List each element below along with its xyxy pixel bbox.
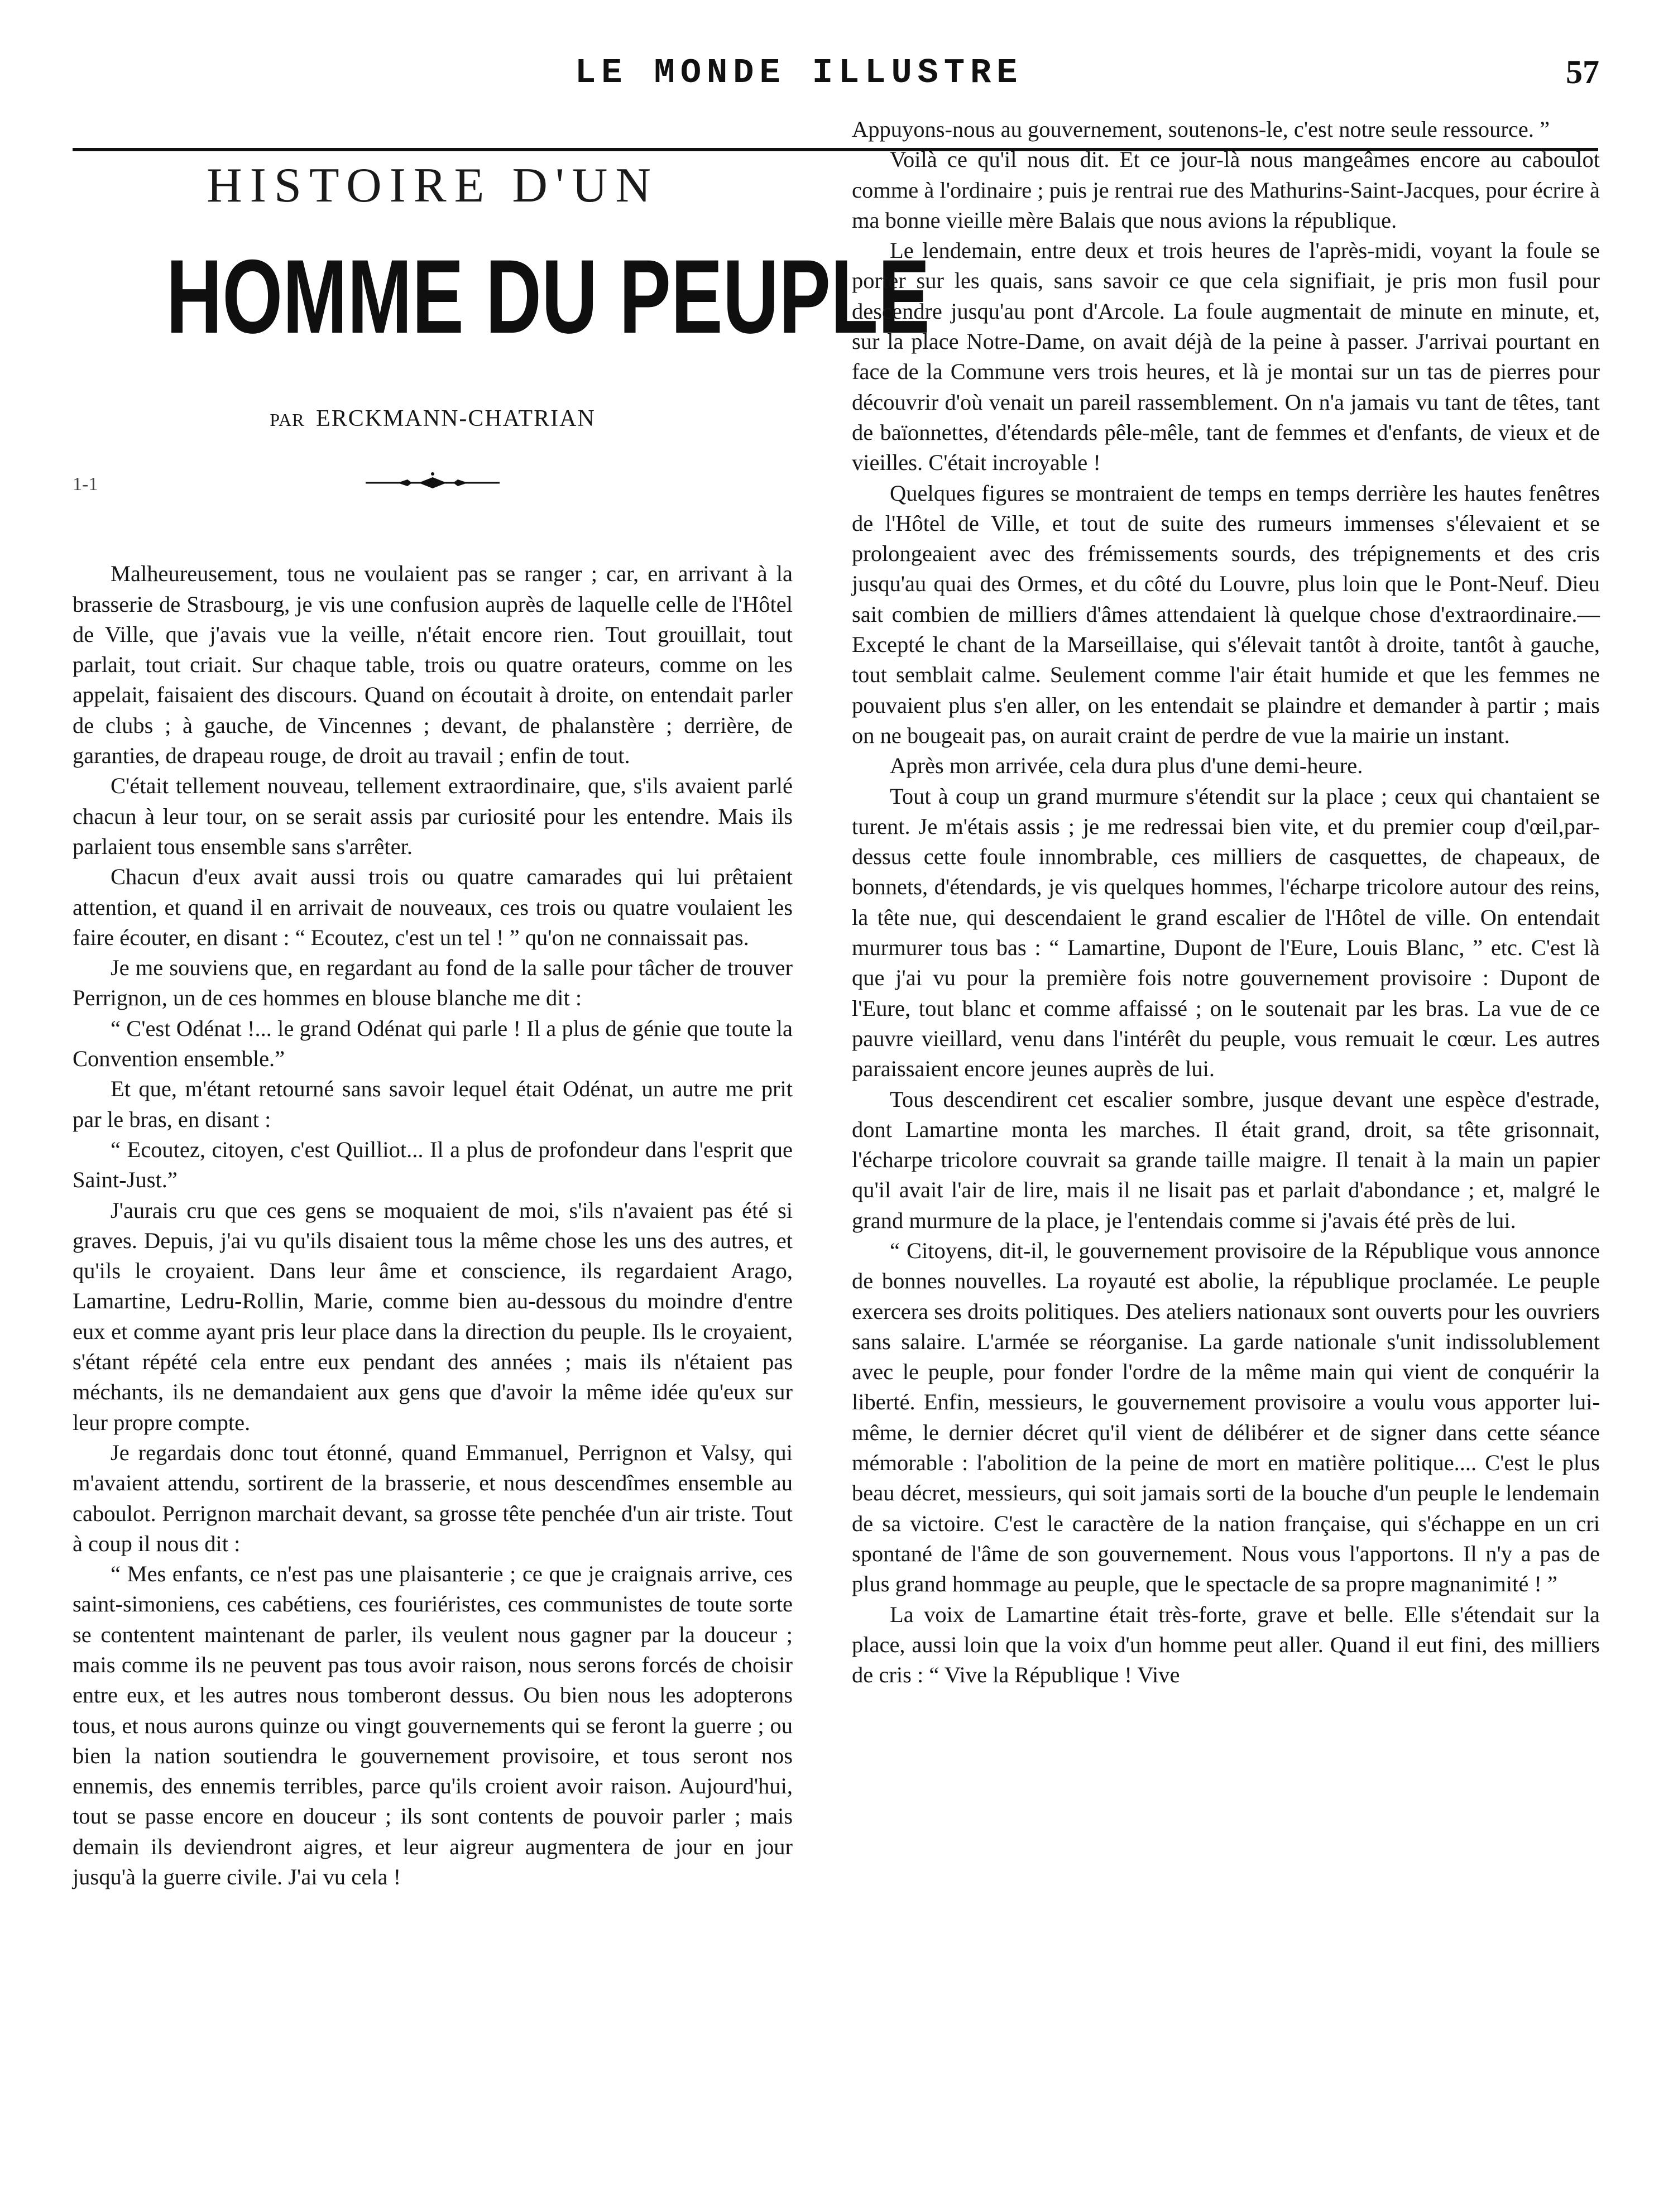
paragraph: “ Ecoutez, citoyen, c'est Quilliot... Il a plus de profondeur dans l'esprit que Saint-Just.” <box>73 1136 793 1193</box>
paragraph: “ Mes enfants, ce n'est pas une plaisanterie ; ce que je craignais arrive, ces saint-simoniens, ces cabétiens, ces fouriéristes, ces communistes de toute sorte se contentent maintenant de parler, ils veulent nous gagner par la douceur ; mais comme ils ne peuvent pas tous avoir raison, nous serons forcés de choisir entre eux, et les autres nous tomberont dessus. Ou bien nous les adopterons tous, et nous aurons quinze ou vingt gouvernements qui se feront la guerre ; ou bien la nation soutiendra le gouvernement provisoire, et tous seront nos ennemis, des ennemis terribles, parce qu'ils croient avoir raison. Aujourd'hui, tout se passe encore en douceur ; ils sont contents de pouvoir parler ; mais demain ils deviendront aigres, et leur aigreur augmentera de jour en jour jusqu'à la guerre civile. J'ai vu cela ! <box>73 1561 793 1890</box>
byline-par: PAR <box>270 410 305 430</box>
ornament-row <box>73 464 793 514</box>
ornament-divider-icon <box>363 472 502 494</box>
paragraph: La voix de Lamartine était très-forte, grave et belle. Elle s'étendait sur la place, aussi loin que la voix d'un homme peut aller. Quand il eut fini, des milliers de cris : “ Vive la République ! Vive <box>852 1601 1600 1688</box>
paragraph: Tout à coup un grand murmure s'étendit sur la place ; ceux qui chantaient se turent. Je m'étais assis ; je me redressai bien vite, et du premier coup d'œil,par-dessus cette foule innombrable, ces milliers de casquettes, de chapeaux, de bonnets, d'étendards, je vis quelques hommes, l'écharpe tricolore autour des reins, la tête nue, qui descendaient le grand escalier de l'Hôtel de ville. On entendait murmurer tous bas : “ Lamartine, Dupont de l'Eure, Louis Blanc, ” etc. C'est là que j'ai vu pour la première fois notre gouvernement provisoire : Dupont de l'Eure, tout blanc et comme affaissé ; on le soutenait par les bras. La vue de ce pauvre vieillard, venu dans l'intérêt du peuple, vous remuait le cœur. Les autres paraissaient encore jeunes auprès de lui. <box>852 783 1600 1082</box>
article-title-main: HOMME DU PEUPLE <box>166 238 930 355</box>
paragraph: Malheureusement, tous ne voulaient pas se ranger ; car, en arrivant à la brasserie de Strasbourg, je vis une confusion auprès de laquelle celle de l'Hôtel de Ville, que j'avais vue la veille, n'était encore rien. Tout grouillait, tout parlait, tout criait. Sur chaque table, trois ou quatre orateurs, comme on les appelait, faisaient des discours. Quand on écoutait à droite, on entendait parler de clubs ; à gauche, de Vincennes ; devant, de phalanstère ; derrière, de garanties, de drapeau rouge, de droit au travail ; enfin de tout. <box>73 561 793 769</box>
article-title-top: HISTOIRE D'UN <box>207 159 659 213</box>
page-number: 57 <box>1566 54 1599 90</box>
paragraph: Je me souviens que, en regardant au fond de la salle pour tâcher de trouver Perrignon, un de ces hommes en blouse blanche me dit : <box>73 955 793 1011</box>
paragraph: Voilà ce qu'il nous dit. Et ce jour-là nous mangeâmes encore au caboulot comme à l'ordinaire ; puis je rentrai rue des Mathurins-Saint-Jacques, pour écrire à ma bonne vieille mère Balais que nous avions la république. <box>852 147 1600 233</box>
paragraph: “ Citoyens, dit-il, le gouvernement provisoire de la République vous annonce de bonnes nouvelles. La royauté est abolie, la république proclamée. Le peuple exercera ses droits politiques. Des ateliers nationaux sont ouverts pour les ouvriers sans salaire. L'armée se réorganise. La garde nationale s'unit indissolublement avec le peuple, pour fonder l'ordre de la même main qui vient de conquérir la liberté. Enfin, messieurs, le gouvernement provisoire a voulu vous apporter lui-même, le dernier décret qu'il vient de délibérer et de signer dans cette séance mémorable : l'abolition de la peine de mort en matière politique.... C'est le plus beau décret, messieurs, qui soit jamais sorti de la bouche d'un peuple le lendemain de sa victoire. C'est le caractère de la nation française, qui s'échappe en un cri spontané de l'âme de son gouvernement. Nous vous l'apportons. Il n'y a pas de plus grand hommage au peuple, que le spectacle de sa propre magnanimité ! ” <box>852 1237 1600 1597</box>
paragraph: C'était tellement nouveau, tellement extraordinaire, que, s'ils avaient parlé chacun à leur tour, on se serait assis par curiosité pour les entendre. Mais ils parlaient tous ensemble sans s'arrêter. <box>73 773 793 859</box>
byline-authors: ERCKMANN-CHATRIAN <box>316 406 596 431</box>
left-column <box>73 114 930 1892</box>
paragraph: Et que, m'étant retourné sans savoir lequel était Odénat, un autre me prit par le bras, en disant : <box>73 1076 793 1132</box>
byline <box>73 404 793 435</box>
chapter-number: 1-1 <box>73 474 98 495</box>
paragraph: Appuyons-nous au gouvernement, soutenons-le, c'est notre seule ressource. ” <box>852 117 1550 142</box>
paragraph: J'aurais cru que ces gens se moquaient de moi, s'ils n'avaient pas été si graves. Depuis, j'ai vu qu'ils disaient tous la même chose les uns des autres, et qu'ils le croyaient. Dans leur âme et conscience, ils regardaient Arago, Lamartine, Ledru-Rollin, Marie, comme bien au-dessous du moindre d'entre eux et comme ayant pris leur place dans la direction du peuple. Ils le croyaient, s'étant répété cela entre eux pendant des années ; mais ils n'étaient pas méchants, ils ne demandaient aux gens que d'avoir la même idée qu'eux sur leur propre compte. <box>73 1197 793 1435</box>
paragraph: Le lendemain, entre deux et trois heures de l'après-midi, voyant la foule se porter sur les quais, sans savoir ce que cela signifiait, je pris mon fusil pour descendre jusqu'au pont d'Arcole. La foule augmentait de minute en minute, et, sur la place Notre-Dame, on avait déjà de la peine à passer. J'arrivai pourtant en face de la Commune vers trois heures, et là je montai sur un tas de pierres pour découvrir d'où venait un pareil rassemblement. On n'a jamais vu tant de têtes, tant de baïonnettes, d'étendards pêle-mêle, tant de femmes et d'enfants, de vieux et de vieilles. C'était incroyable ! <box>852 238 1600 476</box>
paragraph: Tous descendirent cet escalier sombre, jusque devant une espèce d'estrade, dont Lamartine monta les marches. Il était grand, droit, sa tête grisonnait, l'écharpe tricolore couvrait sa grande taille maigre. Il tenait à la main un papier qu'il avait l'air de lire, mais il ne lisait pas et parlait d'abondance ; et, malgré le grand murmure de la place, je l'entendais comme si j'avais été près de lui. <box>852 1086 1600 1233</box>
paragraph: “ C'est Odénat !... le grand Odénat qui parle ! Il a plus de génie que toute la Convention ensemble.” <box>73 1015 793 1072</box>
paragraph: Chacun d'eux avait aussi trois ou quatre camarades qui lui prêtaient attention, et quand il en arrivait de nouveaux, ces trois ou quatre voulaient les faire écouter, en disant : “ Ecoutez, c'est un tel ! ” qu'on ne connaissait pas. <box>73 864 793 950</box>
paragraph: Quelques figures se montraient de temps en temps derrière les hautes fenêtres de l'Hôtel de Ville, et tout de suite des rumeurs immenses s'élevaient et se prolongeaient avec des frémissements sourds, des trépignements et des cris jusqu'au quai des Ormes, et du côté du Louvre, plus loin que le Pont-Neuf. Dieu sait combien de milliers d'âmes attendaient là quelque chose d'extraordinaire.— Excepté le chant de la Marseillaise, qui s'élevait tantôt à droite, tantôt à gauche, tout semblait calme. Seulement comme l'air était humide et que les femmes ne pouvaient plus s'en aller, on les entendait se plaindre et demander à partir ; mais on ne bougeait pas, on aurait craint de perdre de vue la mairie un instant. <box>852 480 1600 748</box>
paragraph: Après mon arrivée, cela dura plus d'une demi-heure. <box>890 753 1363 779</box>
paragraph: Je regardais donc tout étonné, quand Emmanuel, Perrignon et Valsy, qui m'avaient attendu, sortirent de la brasserie, et nous descendîmes ensemble au caboulot. Perrignon marchait devant, sa grosse tête penchée d'un air triste. Tout à coup il nous dit : <box>73 1440 793 1556</box>
right-column <box>852 114 1600 1690</box>
left-column-text <box>73 559 793 1892</box>
running-head <box>0 53 1654 98</box>
journal-title: LE MONDE ILLUSTRE <box>575 53 1023 93</box>
